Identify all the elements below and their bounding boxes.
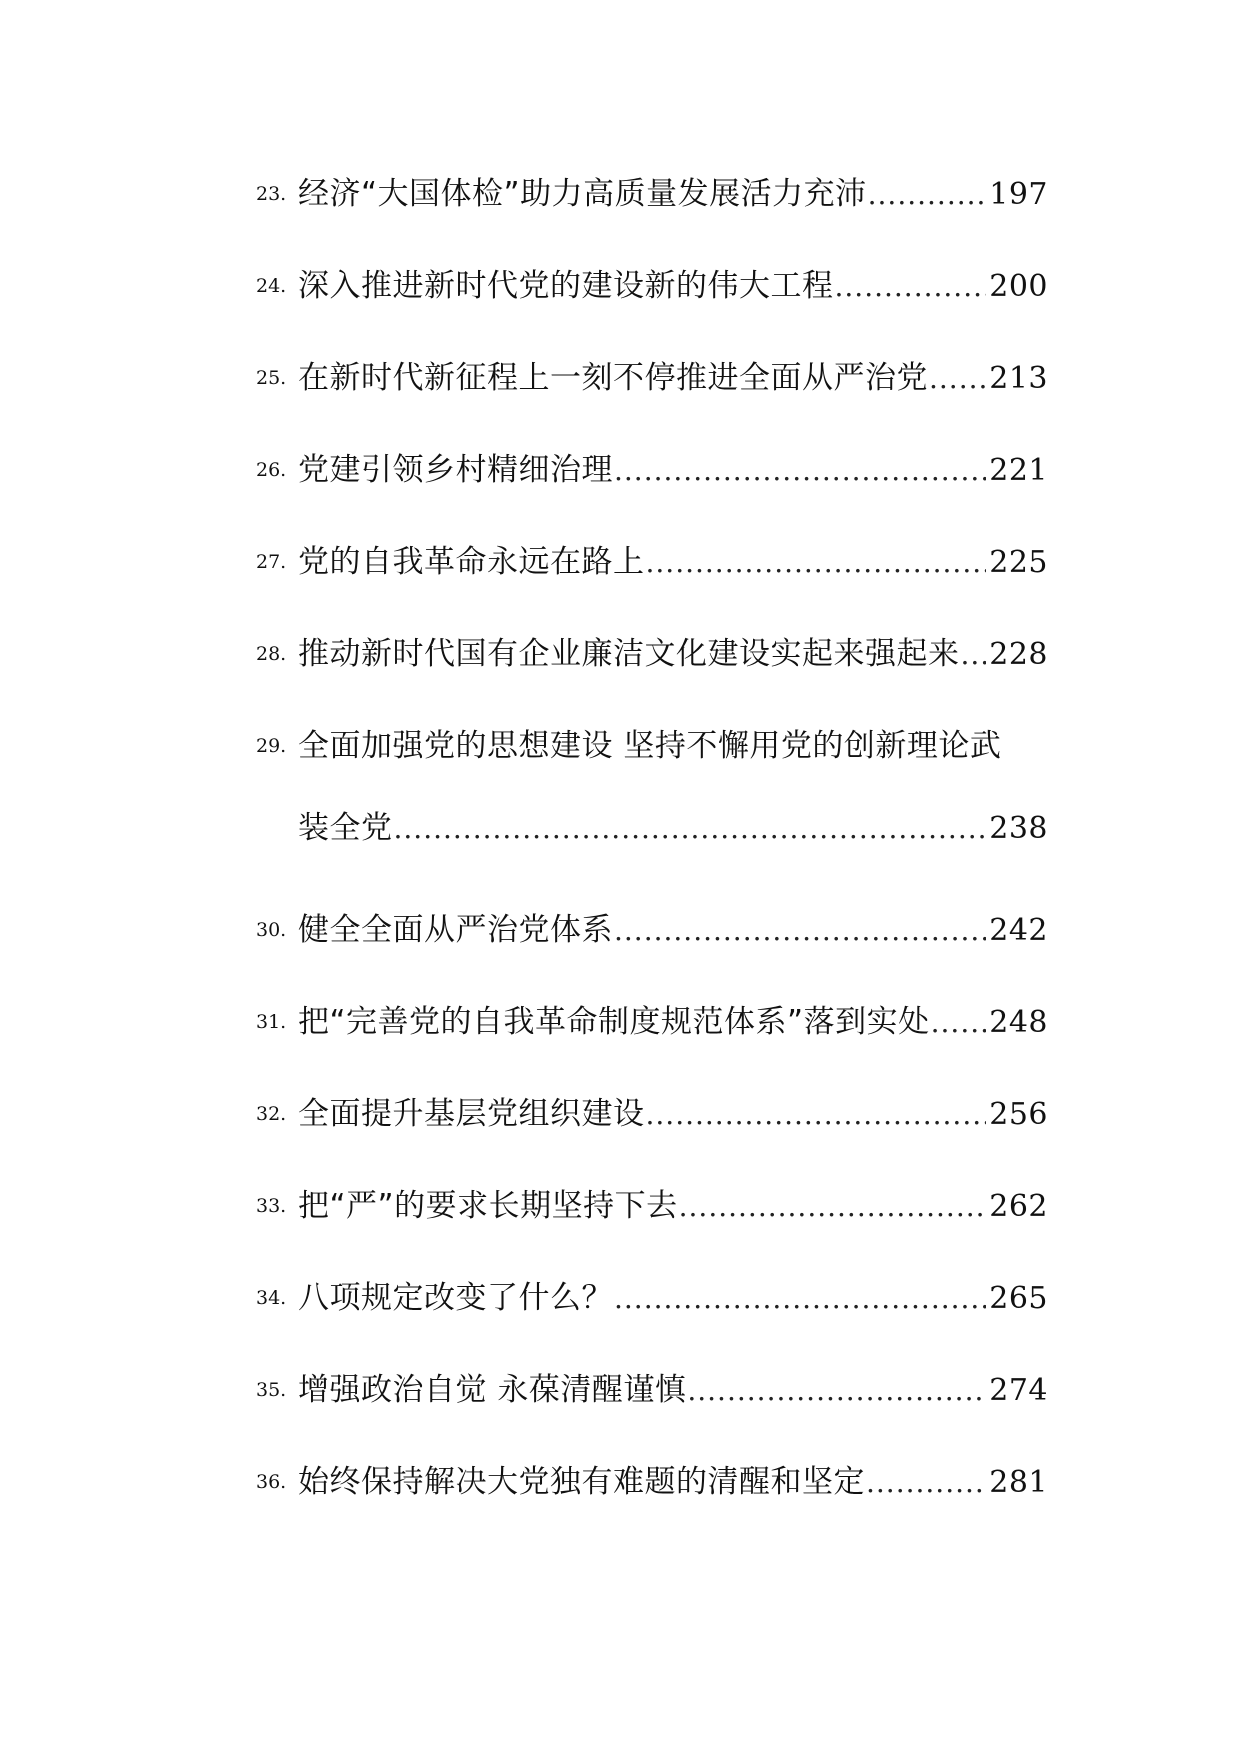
toc-entry-number: 35. bbox=[256, 1379, 287, 1401]
toc-entry-number: 23. bbox=[256, 183, 287, 205]
toc-entry-title: 全面提升基层党组织建设 bbox=[298, 1096, 645, 1132]
toc-entry-24[interactable] bbox=[256, 242, 1048, 334]
toc-leader-dots bbox=[866, 1466, 986, 1499]
toc-entry-title: 深入推进新时代党的建设新的伟大工程 bbox=[298, 268, 834, 304]
toc-entry-title: 党的自我革命永远在路上 bbox=[298, 544, 645, 580]
toc-entry-page: 225 bbox=[989, 545, 1048, 580]
toc-entry-27[interactable] bbox=[256, 518, 1048, 610]
toc-entry-title: 增强政治自觉 永葆清醒谨慎 bbox=[298, 1372, 687, 1408]
toc-entry-number: 33. bbox=[256, 1195, 287, 1217]
toc-leader-dots bbox=[931, 1006, 987, 1039]
toc-entry-30[interactable] bbox=[256, 886, 1048, 978]
toc-entry-number: 26. bbox=[256, 459, 287, 481]
toc-entry-title: 健全全面从严治党体系 bbox=[298, 912, 613, 948]
toc-leader-dots bbox=[687, 1374, 986, 1407]
toc-entry-page: 213 bbox=[989, 361, 1048, 396]
toc-leader-dots bbox=[835, 270, 987, 303]
toc-entry-page: 238 bbox=[989, 811, 1048, 846]
toc-entry-page: 248 bbox=[989, 1005, 1048, 1040]
toc-entry-page: 228 bbox=[989, 637, 1048, 672]
toc-entry-title: 在新时代新征程上一刻不停推进全面从严治党 bbox=[298, 360, 928, 396]
toc-entry-page: 281 bbox=[989, 1465, 1048, 1500]
toc-leader-dots bbox=[646, 546, 987, 579]
toc-entry-28[interactable] bbox=[256, 610, 1048, 702]
toc-entry-number: 32. bbox=[256, 1103, 287, 1125]
toc-leader-dots bbox=[868, 178, 987, 211]
toc-leader-dots bbox=[614, 1282, 986, 1315]
toc-entry-title: 把“严”的要求长期坚持下去 bbox=[298, 1188, 678, 1224]
toc-entry-26[interactable] bbox=[256, 426, 1048, 518]
toc-entry-number: 31. bbox=[256, 1011, 287, 1033]
toc-entry-number: 30. bbox=[256, 919, 287, 941]
toc-entry-title: 全面加强党的思想建设 坚持不懈用党的创新理论武 bbox=[298, 728, 1002, 764]
toc-entry-page: 242 bbox=[989, 913, 1048, 948]
toc-entry-title-continuation: 装全党 bbox=[298, 810, 393, 846]
toc-entry-25[interactable] bbox=[256, 334, 1048, 426]
toc-leader-dots bbox=[614, 454, 986, 487]
toc-entry-34[interactable] bbox=[256, 1254, 1048, 1346]
toc-entry-title: 八项规定改变了什么？ bbox=[298, 1280, 613, 1316]
toc-entry-number: 24. bbox=[256, 275, 287, 297]
toc-entry-title: 经济“大国体检”助力高质量发展活力充沛 bbox=[298, 176, 867, 212]
toc-leader-dots bbox=[614, 914, 986, 947]
toc-entry-page: 221 bbox=[989, 453, 1048, 488]
toc-entry-title: 党建引领乡村精细治理 bbox=[298, 452, 613, 488]
toc-entry-title: 把“完善党的自我革命制度规范体系”落到实处 bbox=[298, 1004, 930, 1040]
toc-entry-number: 36. bbox=[256, 1471, 287, 1493]
toc-entry-36[interactable] bbox=[256, 1438, 1048, 1530]
toc-entry-33[interactable] bbox=[256, 1162, 1048, 1254]
toc-entry-title: 推动新时代国有企业廉洁文化建设实起来强起来 bbox=[298, 636, 960, 672]
toc-entry-23[interactable] bbox=[256, 150, 1048, 242]
toc-entry-page: 262 bbox=[989, 1189, 1048, 1224]
toc-entry-page: 200 bbox=[989, 269, 1048, 304]
toc-entry-32[interactable] bbox=[256, 1070, 1048, 1162]
toc-leader-dots bbox=[929, 362, 986, 395]
toc-leader-dots bbox=[394, 812, 987, 845]
toc-leader-dots bbox=[646, 1098, 987, 1131]
toc-entry-35[interactable] bbox=[256, 1346, 1048, 1438]
toc-entry-number: 27. bbox=[256, 551, 287, 573]
toc-entry-number: 25. bbox=[256, 367, 287, 389]
toc-entry-number: 34. bbox=[256, 1287, 287, 1309]
toc-entry-title: 始终保持解决大党独有难题的清醒和坚定 bbox=[298, 1464, 865, 1500]
toc-leader-dots bbox=[961, 638, 987, 671]
toc-entry-number: 29. bbox=[256, 735, 287, 757]
toc-entry-31[interactable] bbox=[256, 978, 1048, 1070]
toc-entry-number: 28. bbox=[256, 643, 287, 665]
toc-leader-dots bbox=[679, 1190, 987, 1223]
toc-entry-page: 265 bbox=[989, 1281, 1048, 1316]
toc-entry-page: 197 bbox=[989, 177, 1048, 212]
toc-entry-29[interactable] bbox=[256, 702, 1048, 886]
toc-entry-page: 274 bbox=[989, 1373, 1048, 1408]
toc-entry-page: 256 bbox=[989, 1097, 1048, 1132]
